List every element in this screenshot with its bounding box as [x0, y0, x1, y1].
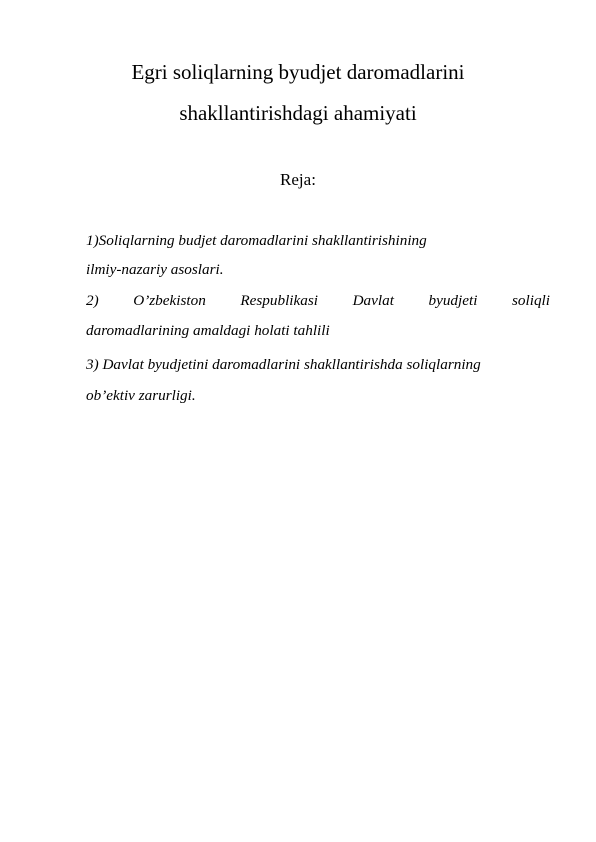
- plan-item-3-line-2: ob’ektiv zarurligi.: [86, 387, 196, 404]
- document-title-line-1: Egri soliqlarning byudjet daromadlarini: [131, 60, 465, 84]
- plan-item-2-word: Davlat: [352, 292, 394, 309]
- document-title-line-2: shakllantirishdagi ahamiyati: [179, 101, 417, 125]
- plan-item-1-line-1: 1)Soliqlarning budjet daromadlarini shakllantirishining: [86, 232, 427, 249]
- plan-item-2-word: O’zbekiston: [133, 292, 206, 309]
- plan-item-2-word: 2): [86, 292, 99, 309]
- plan-item-2-word: byudjeti: [428, 292, 478, 309]
- plan-item-2-word: soliqli: [512, 292, 550, 309]
- plan-heading: Reja:: [280, 170, 316, 189]
- plan-item-2-word: Respublikasi: [240, 292, 318, 309]
- plan-item-1-line-2: ilmiy-nazariy asoslari.: [86, 261, 224, 278]
- plan-item-3-line-1: 3) Davlat byudjetini daromadlarini shakllantirishda soliqlarning: [86, 356, 481, 373]
- plan-item-2-line-1: [86, 292, 550, 310]
- plan-item-2-line-2: daromadlarining amaldagi holati tahlili: [86, 322, 330, 339]
